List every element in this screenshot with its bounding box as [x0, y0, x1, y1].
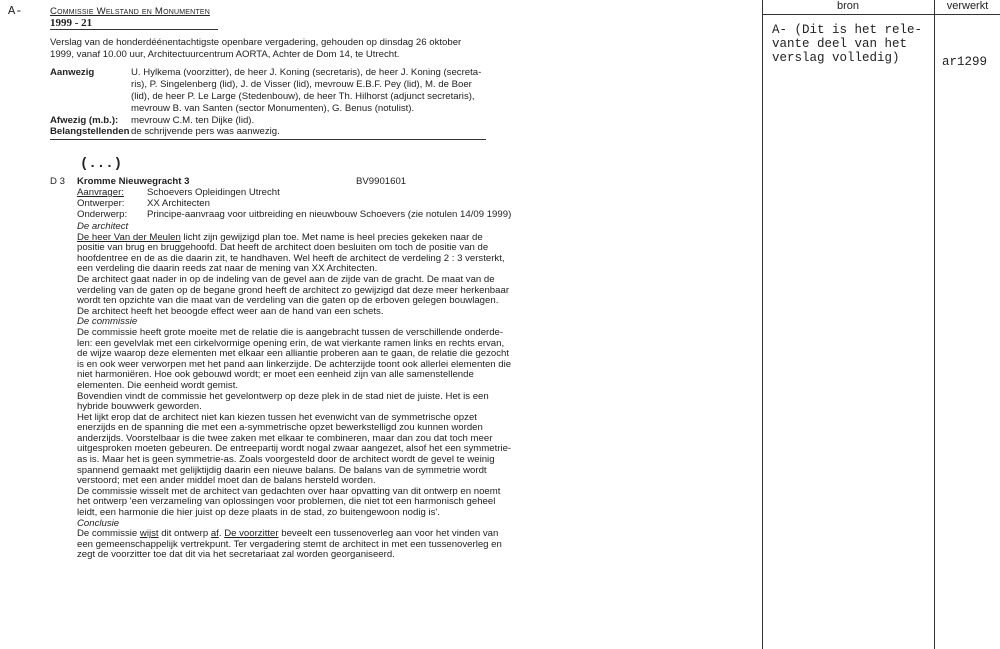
absent-text: mevrouw C.M. ten Dijke (lid).	[131, 115, 255, 126]
table-border-middle	[934, 0, 935, 649]
body-line: verstoord; met een ander middel moet dan de balans hersteld worden.	[77, 475, 376, 487]
present-line: ris), P. Singelenberg (lid), J. de Visser (lid), mevrouw E.B.F. Pey (lid), M. de Boer	[131, 79, 472, 90]
body-line: wordt ten opzichte van die maat van de verdeling van die gaten op de erboven gelegen bouwlagen.	[77, 295, 499, 307]
body-line: enerzijds en de spanning die met een a-symmetrische opzet bewerkstelligd zou kunnen worden	[77, 422, 483, 434]
org-name: Commissie Welstand en Monumenten	[50, 6, 210, 17]
stakeholders-label: Belangstellenden	[50, 126, 130, 137]
field-label: Ontwerper:	[77, 198, 125, 209]
body-line: De heer Van der Meulen licht zijn gewijzigd plan toe. Met name is heel precies gekeken naar de	[77, 231, 483, 243]
item-body	[77, 222, 517, 561]
col-bron-header: bron	[836, 0, 860, 12]
field-value: XX Architecten	[147, 198, 210, 209]
body-line: De architect heeft het beoogde effect weer aan de hand van een schets.	[77, 305, 384, 317]
verdict-word: af	[210, 528, 219, 540]
body-line: de wijze waarop deze elementen met elkaar een alliantie proberen aan te gaan, de relatie die gezocht	[77, 348, 509, 360]
body-line: hoofdentree en de as die daarin zit, te handhaven. Wel heeft de architect de verdeling 2 : 3 versterkt,	[77, 252, 505, 264]
body-line: het ontwerp 'een verzameling van oplossingen voor problemen, die niet tot een harmonisch geheel	[77, 496, 496, 508]
present-label: Aanwezig	[50, 67, 95, 78]
table-header-rule	[762, 14, 1000, 15]
body-line: zegt de voorzitter toe dat dit via het secretariaat zal worden georganiseerd.	[77, 549, 395, 561]
body-line: is en ook weer verworpen met het pand aan linkerzijde. De achterzijde toont ook allerlei elementen die	[77, 358, 512, 370]
body-line: anderzijds. Voorstelbaar is die twee zaken met elkaar te combineren, maar dan zou dat toch meer	[77, 432, 493, 444]
body-line: positie van brug en bruggehoofd. Dat heeft de architect doen besluiten om toch de positie van de	[77, 242, 489, 254]
field-label: Onderwerp:	[77, 209, 128, 220]
verdict-word: wijst	[139, 528, 159, 540]
body-line: De commissie wijst dit ontwerp af. De voorzitter beveelt een tussenoverleg aan voor het vinden van	[77, 528, 499, 540]
body-line: De commissie heeft grote moeite met de relatie die is aangebracht tussen de verschillende onderde-	[77, 326, 504, 338]
body-line: leidt, een harmonie die hier juist op deze plaats in de stad, zo buitengewoon nodig is'.	[77, 507, 440, 519]
item-ref: BV9901601	[356, 176, 407, 187]
body-line: De architect gaat nader in op de indeling van de gevel aan de zijde van de gracht. De maat van de	[77, 273, 495, 285]
body-line: as is. Maar het is geen symmetrie-as. Zoals voorgesteld door de architect wordt de gevel te weinig	[77, 454, 495, 466]
item-title: Kromme Nieuwegracht 3	[77, 176, 190, 187]
stakeholders-text: de schrijvende pers was aanwezig.	[131, 126, 280, 137]
body-line: De commissie wisselt met de architect van gedachten over haar opvatting van dit ontwerp en noemt	[77, 485, 501, 497]
source-note: A- (Dit is het rele- vante deel van het verslag volledig)	[772, 23, 923, 65]
col-verwerkt-header: verwerkt	[946, 0, 989, 12]
chair-mention: De voorzitter	[224, 528, 279, 540]
body-line: len: een gevelvlak met een cirkelvormige opening erin, de wat vierkante ramen links en rechts ervan,	[77, 337, 505, 349]
body-line: uitgesproken moeten gebeuren. De entreepartij wordt nogal zwaar aangezet, alsof het een symmetrie-	[77, 443, 512, 455]
field-label: Aanvrager:	[77, 187, 124, 198]
field-value: Principe-aanvraag voor uitbreiding en nieuwbouw Schoevers (zie notulen 14/09 1999)	[147, 209, 512, 220]
absent-label: Afwezig (m.b.):	[50, 115, 119, 126]
body-line: spannend gemaakt met gelijktijdig daarin een nieuwe balans. De balans van de symmetrie wordt	[77, 464, 487, 476]
body-line: elementen. Die eenheid wordt gemist.	[77, 379, 239, 391]
archive-ref: ar1299	[942, 55, 988, 69]
field-value: Schoevers Opleidingen Utrecht	[147, 187, 280, 198]
architect-heading: De architect	[77, 221, 129, 232]
report-line-2: 1999, vanaf 10.00 uur, Architectuurcentrum AORTA, Achter de Dom 14, te Utrecht.	[50, 49, 400, 60]
commission-heading: De commissie	[77, 316, 138, 328]
speaker-name: De heer Van der Meulen	[77, 231, 181, 243]
margin-mark: A-	[8, 4, 23, 18]
body-line: Het lijkt erop dat de architect niet kan kiezen tussen het evenwicht van de symmetrische opzet	[77, 411, 477, 423]
report-number: 1999 - 21	[50, 17, 93, 29]
body-line: hybride bouwwerk geworden.	[77, 401, 202, 413]
omission-marker: (...)	[80, 156, 123, 172]
present-line: mevrouw B. van Santen (sector Monumenten), G. Benus (notulist).	[131, 103, 415, 114]
conclusion-heading: Conclusie	[77, 517, 120, 529]
body-line: een gemeenschappelijk vertrekpunt. Ter vergadering stemt de architect in met een tussenoverleg en	[77, 538, 502, 550]
body-line: Bovendien vindt de commissie het gevelontwerp op deze plek in de stad niet de juiste. Het is een	[77, 390, 489, 402]
present-line: (lid), de heer P. Le Large (Stedenbouw), de heer Th. Hilhorst (adjunct secretaris),	[131, 91, 475, 102]
table-border-left	[762, 0, 763, 649]
body-line: verdeling van de gaten op de begane grond heeft de architect zo gewijzigd dat deze meer herkenbaar	[77, 284, 510, 296]
body-line: niet harmoniëren. Hoe ook gebouwd wordt; er moet een eenheid zijn van alle samenstellende	[77, 369, 474, 381]
body-line: een verdeling die daarin reeds zat naar de mening van XX Architecten.	[77, 263, 378, 275]
present-line: U. Hylkema (voorzitter), de heer J. Koning (secretaris), de heer J. Koning (secreta-	[131, 67, 482, 78]
report-line-1: Verslag van de honderdéénentachtigste openbare vergadering, gehouden op dinsdag 26 oktober	[50, 37, 462, 48]
item-code: D 3	[50, 176, 65, 187]
